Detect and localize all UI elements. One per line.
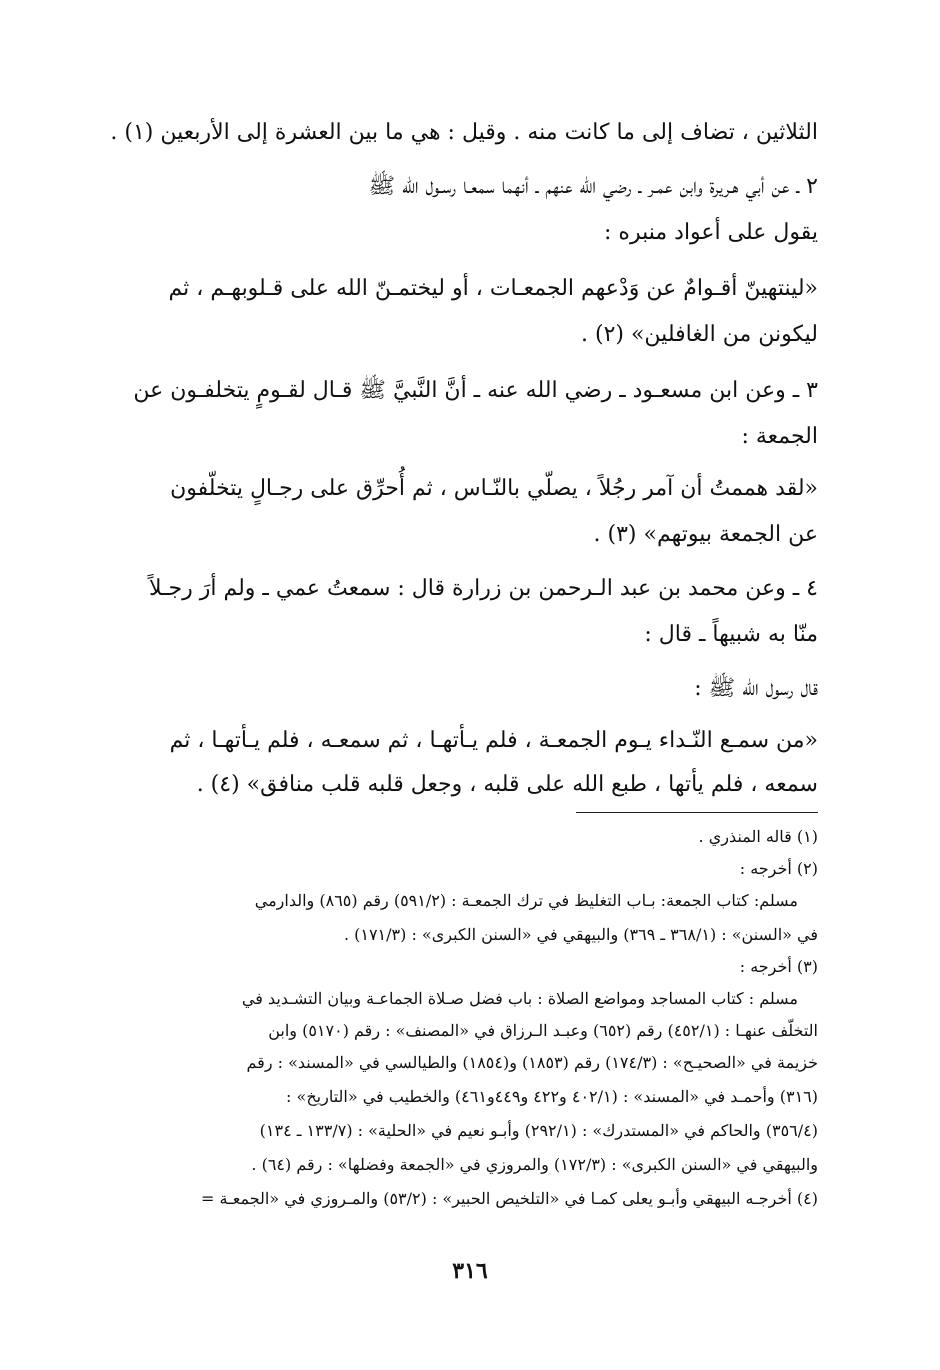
footnote-line: (٤) أخرجـه البيهقي وأبـو يعلى كمـا في «التلخيص الحبير» : (٥٣/٢) والمـروزي في «الجمعـة = [201,1189,818,1208]
hadith-2-line: ٢ ـ عن أبي هـريرة وابن عمـر ـ رضي الله عنهم ـ أنهما سمعـا رسـول الله ﷺ [368,174,818,199]
quote-line: «من سمـع النّـداء يـوم الجمعـة ، فلم يـأتهـا ، ثم سمعـه ، فلم يـأتهـا ، ثم [169,728,818,753]
quote-line: سمعه ، فلم يأتها ، طبع الله على قلبه ، وجعل قلبه قلب منافق» (٤) . [196,772,818,797]
text-line: الجمعة : [741,424,818,449]
footnote-line: (٢) أخرجه : [739,859,818,878]
quote-line: «لينتهينّ أقـوامٌ عن وَدْعهم الجمعـات ، أو ليختمـنّ الله على قـلوبهـم ، ثم [168,276,818,301]
footnote-line: خزيمة في «الصحيـح» : (١٧٤/٣) رقم (١٨٥٣) و(١٨٥٤) والطيالسي في «المسند» : رقم [246,1053,818,1072]
quote-line: ليكونن من الغافلين» (٢) . [580,322,818,347]
text-line: يقول على أعواد منبره : [604,220,818,245]
footnote-line: (١) قاله المنذري . [698,827,818,846]
hadith-3-line: ٣ ـ وعن ابن مسعـود ـ رضي الله عنه ـ أنَّ النَّبيَّ ﷺ قـال لقـومٍ يتخلفـون عن [133,378,818,403]
text-line: منّا به شبيهاً ـ قال : [644,622,818,647]
quote-line: عن الجمعة بيوتهم» (٣) . [593,522,818,547]
footnote-line: والبيهقي في «السنن الكبرى» : (١٧٢/٣) والمروزي في «الجمعة وفضلها» : رقم (٦٤) . [251,1155,818,1174]
page-number: ٣١٦ [452,1258,488,1284]
footnote-line: (٣١٦) وأحمـد في «المسند» : (٤٠٢/١ و٤٢٢ و٤٤٩و٤٦١) والخطيب في «التاريخ» : [286,1087,818,1106]
hadith-4-line: ٤ ـ وعن محمد بن عبد الـرحمن بن زرارة قال : سمعتُ عمي ـ ولم أرَ رجـلاً [148,576,818,601]
footnote-line: مسلم : كتاب المساجد ومواضع الصلاة : باب فضل صـلاة الجماعـة وبيان التشـديد في [241,989,798,1008]
footnote-line: التخلّف عنهـا : (٤٥٢/١) رقم (٦٥٢) وعبـد الـرزاق في «المصنف» : رقم (٥١٧٠) وابن [268,1021,818,1040]
text-line: قال رسول الله ﷺ : [694,676,818,701]
quote-line: «لقد هممتُ أن آمر رجُلاً ، يصلّي بالنّـاس ، ثم أُحرِّق على رجـالٍ يتخلّفون [170,476,818,501]
footnote-line: في «السنن» : (٣٦٨/١ ـ ٣٦٩) والبيهقي في «السنن الكبرى» : (١٧١/٣) . [343,925,818,944]
text-line: الثلاثين ، تضاف إلى ما كانت منه . وقيل : هي ما بين العشرة إلى الأربعين (١) . [110,120,818,145]
footnote-line: (٣) أخرجه : [739,957,818,976]
footnote-line: مسلم: كتاب الجمعة: بـاب التغليظ في ترك الجمعـة : (٥٩١/٢) رقم (٨٦٥) والدارمي [254,891,798,910]
footnote-line: (٣٥٦/٤) والحاكم في «المستدرك» : (٢٩٢/١) وأبـو نعيم في «الحلية» : (١٣٣/٧ ـ ١٣٤) [259,1121,818,1140]
footnote-separator [576,812,818,813]
